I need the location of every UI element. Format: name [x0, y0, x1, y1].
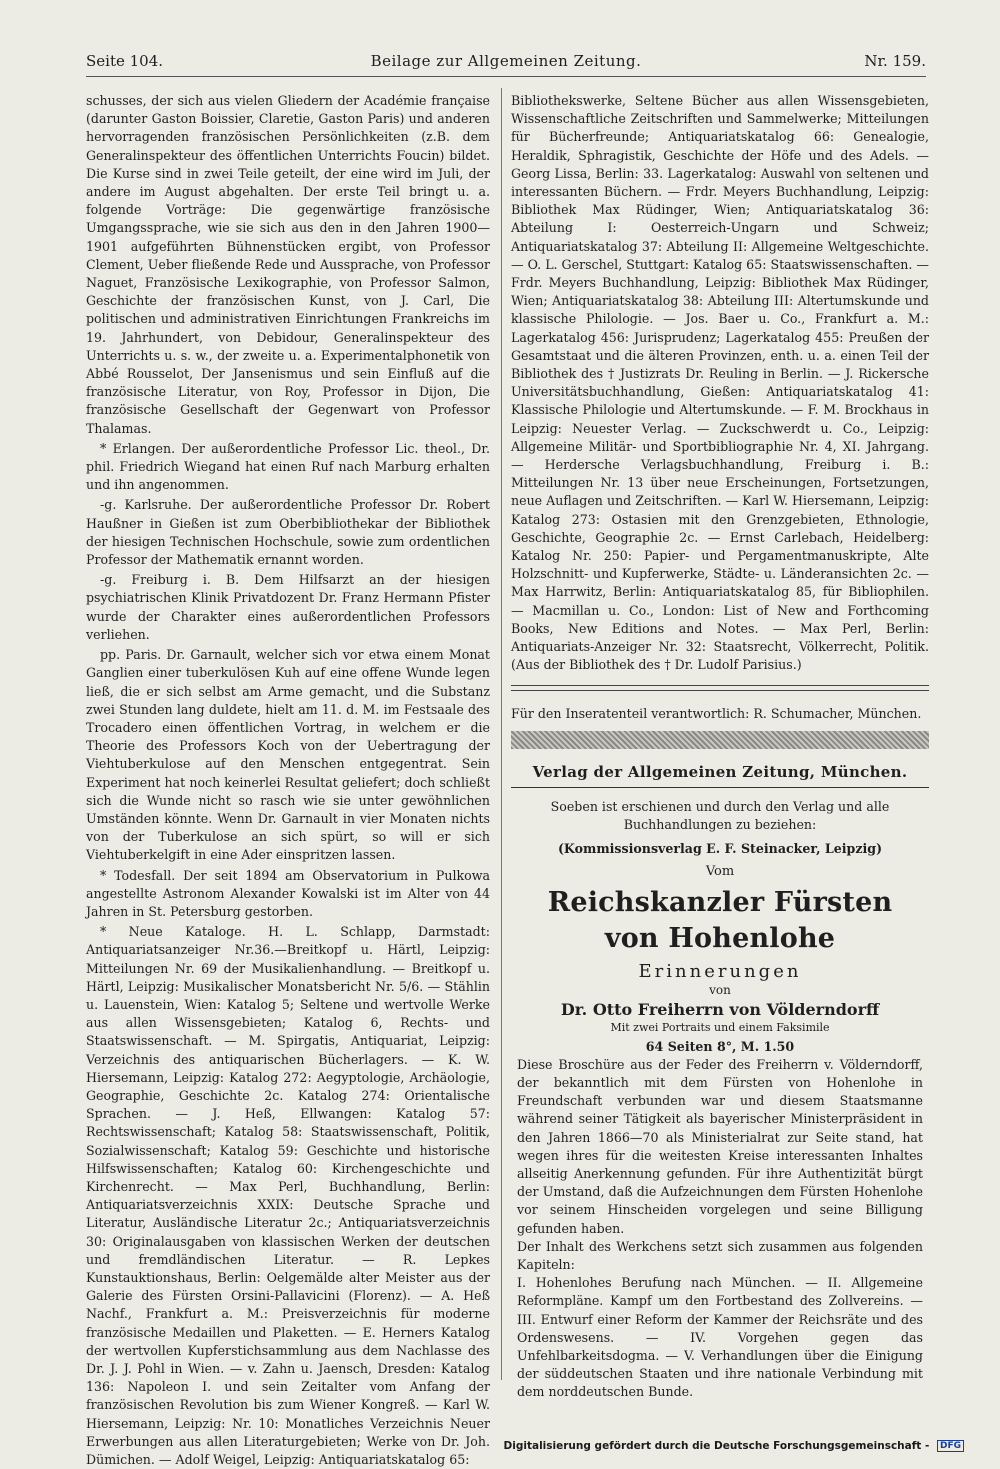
ad-von: von: [709, 982, 731, 997]
column-divider: [501, 88, 502, 1380]
dfg-logo: DFG: [937, 1440, 964, 1452]
page-header: [86, 50, 926, 77]
ad-illustrations: Mit zwei Portraits und einem Faksimile: [610, 1021, 830, 1035]
ad-contents-intro: Der Inhalt des Werkchens setzt sich zusammen aus folgenden Kapiteln:: [517, 1238, 923, 1272]
ad-publisher: Verlag der Allgemeinen Zeitung, München.: [511, 763, 929, 788]
page-number: Seite 104.: [86, 52, 164, 70]
digitization-credit: [504, 1440, 964, 1452]
news-death: * Todesfall. Der seit 1894 am Observatorium in Pulkowa angestellte Astronom Alexander Kowalski ist im Alter von 44 Jahren in St. Petersburg gestorben.: [86, 867, 490, 919]
ad-intro: Soeben ist erschienen und durch den Verlag und alle Buchhandlungen zu beziehen:: [550, 798, 890, 833]
ad-book-subtitle: Erinnerungen: [638, 960, 802, 982]
ad-price: 64 Seiten 8°, M. 1.50: [645, 1038, 795, 1054]
double-rule: [511, 685, 929, 691]
ad-book-title: Reichskanzler Fürsten von Hohenlohe: [547, 886, 893, 954]
news-karlsruhe: -g. Karlsruhe. Der außerordentliche Professor Dr. Robert Haußner in Gießen ist zum Oberbibliothekar der Bibliothek der hiesigen Technischen Hochschule, sowie zum ordentlichen Professor der Mathematik ernannt worden.: [86, 497, 490, 568]
left-column: [86, 92, 490, 1469]
news-freiburg: -g. Freiburg i. B. Dem Hilfsarzt an der hiesigen psychiatrischen Klinik Privatdozent Dr. Franz Hermann Pfister wurde der Charakter eines außerordentlichen Professors verliehen.: [86, 572, 490, 642]
publication-title: Beilage zur Allgemeinen Zeitung.: [370, 52, 642, 70]
advertisement: [511, 763, 929, 1402]
ad-contents-list: I. Hohenlohes Berufung nach München. — II. Allgemeine Reformpläne. Kampf um den Fortbestand des Zollvereins. — III. Entwurf einer Reform der Kammer der Reichsräte und des Ordenswesens. — IV. Vorgehen gegen das Unfehlbarkeitsdogma. — V. Verhandlungen über die Einigung der süddeutschen Staaten und ihre nationale Verbindung mit dem norddeutschen Bunde.: [517, 1275, 923, 1400]
ad-author: Dr. Otto Freiherrn von Völderndorff: [560, 1000, 880, 1020]
article-continuation: schusses, der sich aus vielen Gliedern der Académie française (darunter Gaston Boissier, Claretie, Gaston Paris) und anderen hervorragenden französischen Persönlichkeiten (z.B. dem Generalinspekteur des öffentlichen Unterrichts Foucin) bildet. Die Kurse sind in zwei Teile geteilt, der eine wird im Juli, der andere im August abgehalten. Der erste Teil bringt u. a. folgende Vorträge: Die gegenwärtige französische Umgangssprache, wie sie sich aus den in den Jahren 1900—1901 aufgeführten Bühnenstücken ergibt, von Professor Clement, Ueber fließende Rede und Aussprache, von Professor Naguet, Französische Lexikographie, von Professor Salmon, Geschichte der französischen Kunst, von J. Carl, Die politischen und administrativen Einrichtungen Frankreichs im 19. Jahrhundert, von Debidour, Generalinspekteur des Unterrichts u. s. w., der zweite u. a. Experimentalphonetik von Abbé Rousselot, Der Jansenismus und sein Einfluß auf die französische Literatur, von Roy, Professor in Dijon, Die französische Gesellschaft der Gegenwart von Professor Thalamas.: [86, 93, 490, 436]
issue-number: Nr. 159.: [864, 52, 926, 70]
news-paris: pp. Paris. Dr. Garnault, welcher sich vor etwa einem Monat Ganglien einer tuberkulösen Kuh auf eine offene Wunde legen ließ, die er sich selbst am Arme gemacht, und die Substanz zwei Stunden lang duldete, hielt am 11. d. M. im Festsaale des Trocadero einen öffentlichen Vortrag, in welchem er die Theorie des Professors Koch von der Uebertragung der Viehtuberkulose auf den Menschen entgegentrat. Sein Experiment hat noch keinerlei Resultat geliefert; doch schließt sich die Wunde nicht so rasch wie sie unter gewöhnlichen Umständen könnte. Wenn Dr. Garnault in vier Monaten nichts von der Tuberkulose an sich spürt, so will er sich Viehtuberkelgift in eine Ader einspritzen lassen.: [86, 647, 490, 863]
ad-description: Diese Broschüre aus der Feder des Freiherrn v. Völderndorff, der bekanntlich mit dem Fürsten von Hohenlohe in Freundschaft verbunden war und diesem Staatsmanne während seiner Tätigkeit als bayerischer Ministerpräsident in den Jahren 1866—70 als Ministerialrat zur Seite stand, hat wegen ihres für die weitesten Kreise interessanten Inhaltes allseitig Anerkennung gefunden. Für ihre Authentizität bürgt der Umstand, daß die Aufzeichnungen dem Fürsten Hohenlohe vor seinem Hinscheiden vorgelegen und seine Billigung gefunden haben.: [517, 1056, 923, 1236]
ad-border-band: [511, 731, 929, 749]
imprint: Für den Inseratenteil verantwortlich: R. Schumacher, München.: [511, 705, 922, 721]
news-new-catalogs: * Neue Kataloge. H. L. Schlapp, Darmstadt: Antiquariatsanzeiger Nr.36.—Breitkopf u. Härtl, Leipzig: Mitteilungen Nr. 69 der Musikalienhandlung. — Breitkopf u. Härtl, Leipzig: Musikalischer Monatsbericht Nr. 5/6. — Stählin u. Lauenstein, Wien: Katalog 5; Seltene und wertvolle Werke aus allen Wissensgebieten; Katalog 6, Rechts- und Staatswissenschaft. — M. Spirgatis, Antiquariat, Leipzig: Verzeichnis des antiquarischen Bücherlagers. — K. W. Hiersemann, Leipzig: Katalog 272: Aegyptologie, Archäologie, Geographie, Geschichte 2c. Katalog 274: Orientalische Sprachen. — J. Heß, Ellwangen: Katalog 57: Rechtswissenschaft; Katalog 58: Staatswissenschaft, Politik, Sozialwissenschaft; Katalog 59: Geschichte und historische Hilfswissenschaften; Katalog 60: Kirchengeschichte und Kirchenrecht. — Max Perl, Buchhandlung, Berlin: Antiquariatsverzeichnis XXIX: Deutsche Sprache und Literatur, Ausländische Literatur 2c.; Antiquariatsverzeichnis 30: Originalausgaben von klassischen Werken der deutschen und fremdländischen Literatur. — R. Lepkes Kunstauktionshaus, Berlin: Oelgemälde alter Meister aus der Galerie des Fürsten Orsini-Pallavicini (Florenz). — A. Heß Nachf., Frankfurt a. M.: Preisverzeichnis für moderne französische Medaillen und Plaketten. — E. Herners Katalog der wertvollen Kupferstichsammlung aus dem Nachlasse des Dr. J. J. Pohl in Wien. — v. Zahn u. Jaensch, Dresden: Katalog 136: Napoleon I. und sein Zeitalter vom Anfang der französischen Revolution bis zum Wiener Kongreß. — Karl W. Hiersemann, Leipzig: Nr. 10: Monatliches Verzeichnis Neuer Erwerbungen aus allen Literaturgebieten; Werke von Dr. Joh. Dümichen. — Adolf Weigel, Leipzig: Antiquariatskatalog 65:: [86, 924, 490, 1468]
right-column: [511, 92, 929, 1402]
news-erlangen: * Erlangen. Der außerordentliche Professor Lic. theol., Dr. phil. Friedrich Wiegand hat einen Ruf nach Marburg erhalten und ihn angenommen.: [86, 440, 490, 493]
ad-vom: Vom: [705, 863, 735, 879]
ad-commission: (Kommissionsverlag E. F. Steinacker, Leipzig): [557, 841, 883, 857]
credit-text: Digitalisierung gefördert durch die Deutsche Forschungsgemeinschaft -: [503, 1440, 930, 1452]
catalogs-continuation: Bibliothekswerke, Seltene Bücher aus allen Wissensgebieten, Wissenschaftliche Zeitschriften und Sammelwerke; Mitteilungen für Bücherfreunde; Antiquariatskatalog 66: Genealogie, Heraldik, Sphragistik, Geschichte der Höfe und des Adels. — Georg Lissa, Berlin: 33. Lagerkatalog: Auswahl von seltenen und interessanten Büchern. — Frdr. Meyers Buchhandlung, Leipzig: Bibliothek Max Rüdinger, Wien; Antiquariatskatalog 36: Abteilung I: Oesterreich-Ungarn und Schweiz; Antiquariatskatalog 37: Abteilung II: Allgemeine Weltgeschichte. — O. L. Gerschel, Stuttgart: Katalog 65: Staatswissenschaften. — Frdr. Meyers Buchhandlung, Leipzig: Bibliothek Max Rüdinger, Wien; Antiquariatskatalog 38: Abteilung III: Altertumskunde und klassische Philologie. — Jos. Baer u. Co., Frankfurt a. M.: Lagerkatalog 456: Jurisprudenz; Lagerkatalog 455: Preußen der Gesamtstaat und die älteren Provinzen, enth. u. a. einen Teil der Bibliothek des † Justizrats Dr. Reuling in Berlin. — J. Rickersche Universitätsbuchhandlung, Gießen: Antiquariatskatalog 41: Klassische Philologie und Altertumskunde. — F. M. Brockhaus in Leipzig: Neuester Verlag. — Zuckschwerdt u. Co., Leipzig: Allgemeine Militär- und Sportbibliographie Nr. 4, XI. Jahrgang. — Herdersche Verlagsbuchhandlung, Freiburg i. B.: Mitteilungen Nr. 13 über neue Erscheinungen, Fortsetzungen, neue Auflagen und Zeitschriften. — Karl W. Hiersemann, Leipzig: Katalog 273: Ostasien mit den Grenzgebieten, Ethnologie, Geschichte, Geographie 2c. — Ernst Carlebach, Heidelberg: Katalog Nr. 250: Papier- und Pergamentmanuskripte, Alte Holzschnitt- und Kupferwerke, Städte- u. Länderansichten 2c. — Max Harrwitz, Berlin: Antiquariatskatalog 85, für Bibliophilen. — Macmillan u. Co., London: List of New and Forthcoming Books, New Editions and Notes. — Max Perl, Berlin: Antiquariats-Anzeiger Nr. 32: Staatsrecht, Völkerrecht, Politik. (Aus der Bibliothek des † Dr. Ludolf Parisius.): [511, 93, 930, 673]
